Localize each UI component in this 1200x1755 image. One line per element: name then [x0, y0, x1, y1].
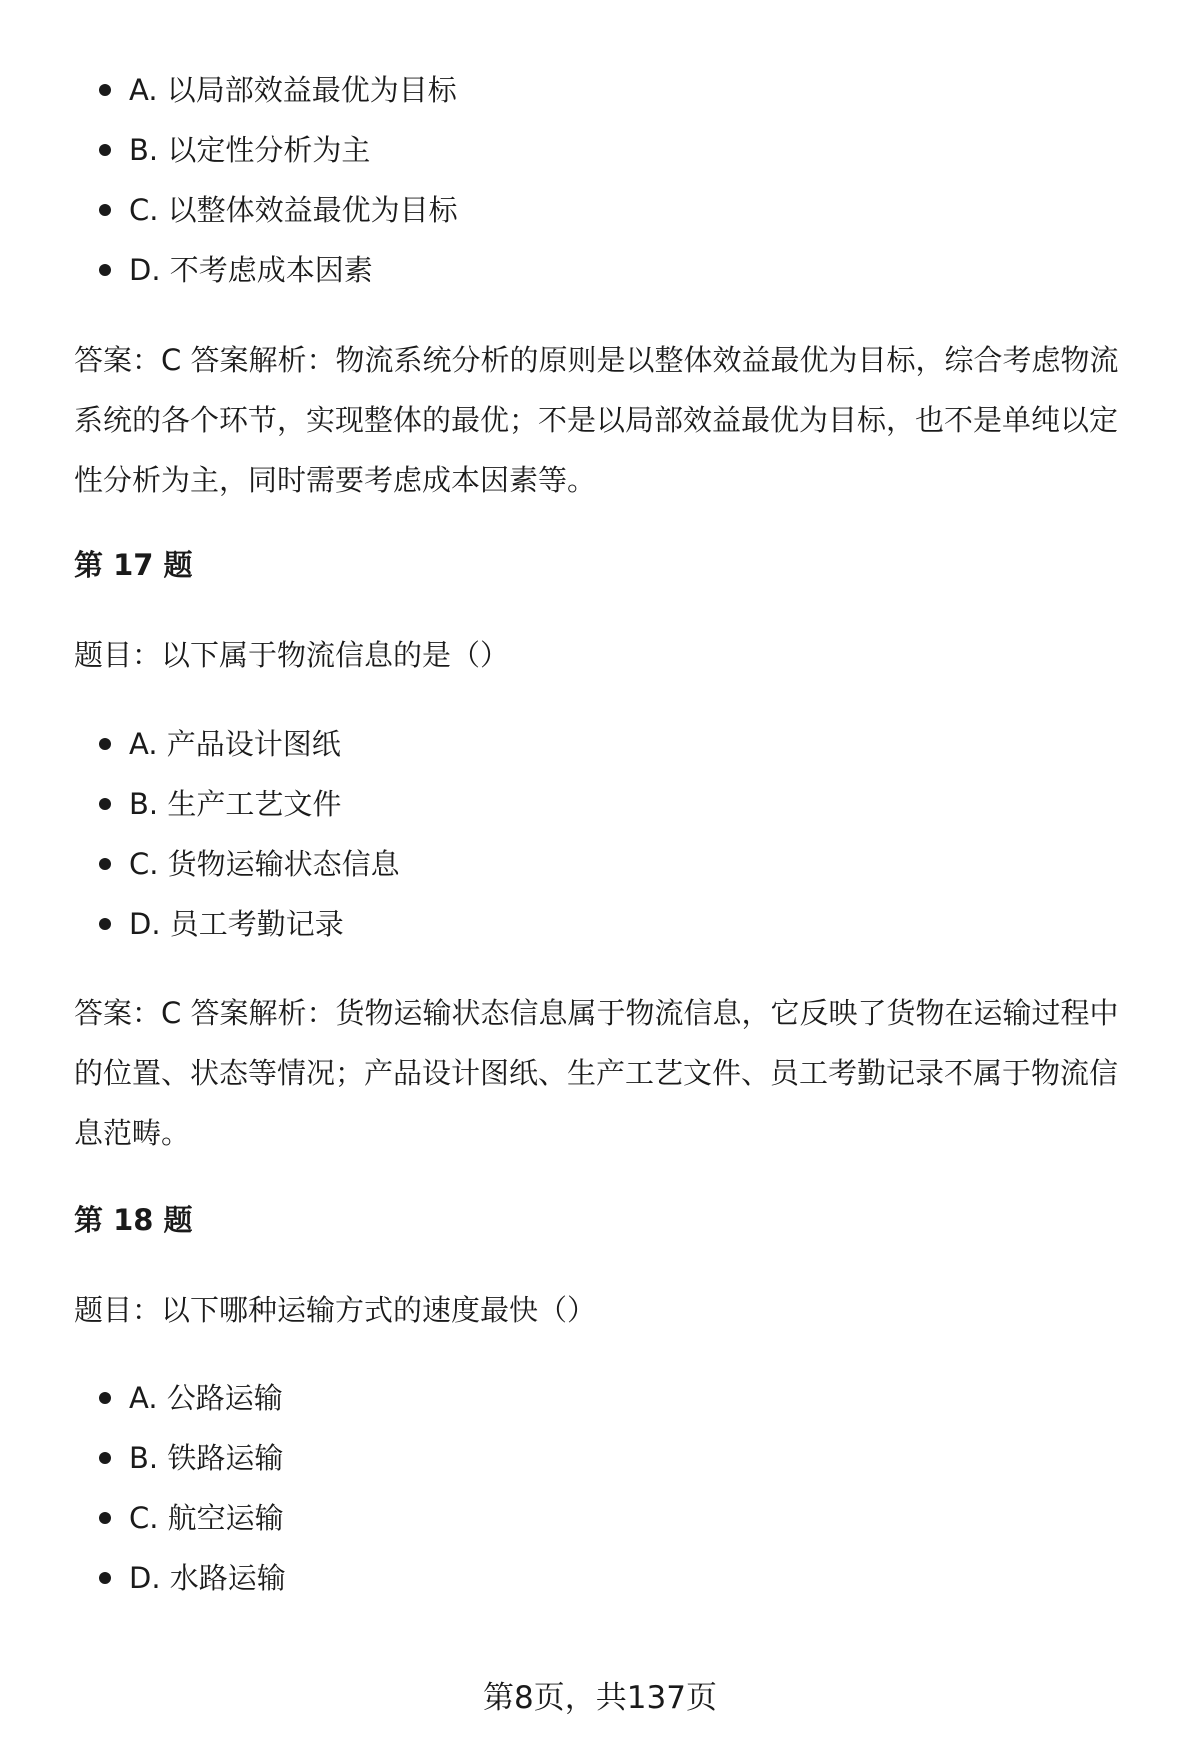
option-item — [74, 714, 400, 774]
bullet-icon — [99, 204, 111, 216]
answer-explanation: 答案：C 答案解析：物流系统分析的原则是以整体效益最优为目标，综合考虑物流系统的各个环节，实现整体的最优；不是以局部效益最优为目标，也不是单纯以定性分析为主，同时需要考虑成本因素等。 — [74, 343, 1119, 497]
bullet-icon — [99, 1512, 111, 1524]
option-text: C. 以整体效益最优为目标 — [129, 193, 458, 227]
option-item — [74, 1488, 286, 1548]
option-text: B. 生产工艺文件 — [129, 787, 342, 821]
option-item — [74, 240, 458, 300]
answer-explanation: 答案：C 答案解析：货物运输状态信息属于物流信息，它反映了货物在运输过程中的位置、状态等情况；产品设计图纸、生产工艺文件、员工考勤记录不属于物流信息范畴。 — [74, 996, 1119, 1150]
bullet-icon — [99, 858, 111, 870]
bullet-icon — [99, 738, 111, 750]
option-item — [74, 1428, 286, 1488]
option-text: C. 航空运输 — [129, 1501, 284, 1535]
bullet-icon — [99, 798, 111, 810]
option-text: A. 公路运输 — [129, 1381, 283, 1415]
bullet-icon — [99, 264, 111, 276]
bullet-icon — [99, 144, 111, 156]
question-heading: 第 18 题 — [74, 1203, 193, 1237]
option-text: D. 水路运输 — [129, 1561, 286, 1595]
bullet-icon — [99, 84, 111, 96]
bullet-icon — [99, 1392, 111, 1404]
question-stem: 题目：以下哪种运输方式的速度最快（） — [74, 1293, 597, 1327]
option-item — [74, 834, 400, 894]
option-text: D. 员工考勤记录 — [129, 907, 344, 941]
option-text: A. 产品设计图纸 — [129, 727, 341, 761]
option-item — [74, 120, 458, 180]
option-text: B. 以定性分析为主 — [129, 133, 371, 167]
option-text: D. 不考虑成本因素 — [129, 253, 373, 287]
option-text: B. 铁路运输 — [129, 1441, 284, 1475]
option-item — [74, 60, 458, 120]
option-text: C. 货物运输状态信息 — [129, 847, 400, 881]
bullet-icon — [99, 918, 111, 930]
option-item — [74, 180, 458, 240]
option-list — [74, 60, 458, 300]
option-list — [74, 714, 400, 954]
bullet-icon — [99, 1572, 111, 1584]
option-text: A. 以局部效益最优为目标 — [129, 73, 457, 107]
question-stem: 题目：以下属于物流信息的是（） — [74, 638, 510, 672]
option-item — [74, 1368, 286, 1428]
option-item — [74, 894, 400, 954]
question-heading: 第 17 题 — [74, 548, 193, 582]
option-list — [74, 1368, 286, 1608]
option-item — [74, 774, 400, 834]
page-number-footer: 第8页，共137页 — [483, 1680, 717, 1716]
bullet-icon — [99, 1452, 111, 1464]
option-item — [74, 1548, 286, 1608]
